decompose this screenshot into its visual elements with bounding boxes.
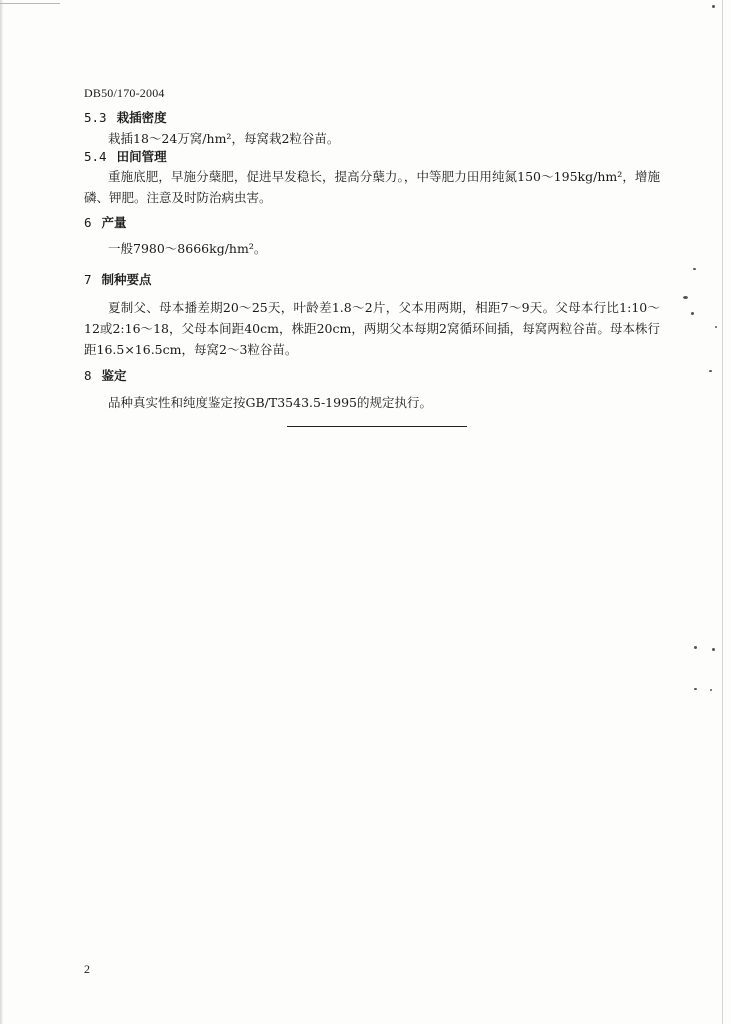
section-number: 5.3 (84, 110, 107, 125)
section-title: 鉴定 (101, 368, 127, 383)
scan-edge-right (722, 0, 723, 1024)
scan-speck (693, 268, 696, 270)
scan-speck (710, 689, 712, 691)
scan-speck (712, 5, 715, 8)
section-paragraph-8: 品种真实性和纯度鉴定按GB/T3543.5-1995的规定执行。 (108, 395, 432, 410)
scan-edge-left (0, 0, 3, 1024)
scan-speck (709, 370, 712, 372)
section-number: 8 (84, 368, 92, 383)
end-of-standard-rule (287, 426, 467, 427)
section-title: 田间管理 (116, 149, 167, 164)
section-heading-6 (84, 213, 127, 233)
scan-speck (712, 648, 715, 651)
scan-speck (694, 646, 697, 649)
section-paragraph-6: 一般7980～8666kg/hm²。 (108, 241, 267, 256)
scan-speck (715, 326, 717, 328)
page-number: 2 (84, 962, 90, 976)
section-heading-8 (84, 366, 127, 386)
standard-number: DB50/170-2004 (84, 86, 165, 100)
section-heading-7 (84, 270, 152, 290)
section-number: 5.4 (84, 149, 107, 164)
section-paragraph-5-4: 重施底肥，早施分蘖肥，促进早发稳长，提高分蘖力。，中等肥力田用纯氮150～195kg/hm²，增施磷、钾肥。注意及时防治病虫害。 (84, 169, 660, 205)
section-title: 栽插密度 (116, 110, 167, 125)
scan-corner-mark (0, 3, 60, 4)
section-number: 7 (84, 272, 92, 287)
section-heading-5-4 (84, 147, 167, 167)
section-number: 6 (84, 215, 92, 230)
section-title: 产量 (101, 215, 127, 230)
section-title: 制种要点 (101, 272, 152, 287)
section-paragraph-7: 夏制父、母本播差期20～25天，叶龄差1.8～2片，父本用两期，相距7～9天。父母本行比1:10～12或2:16～18，父母本间距40cm，株距20cm，两期父本每期2窝循环间插，每窝两粒谷苗。母本株行距16.5×16.5cm，每窝2～3粒谷苗。 (84, 300, 660, 357)
section-heading-5-3 (84, 108, 167, 128)
section-paragraph-5-3: 栽插18～24万窝/hm²，每窝栽2粒谷苗。 (108, 131, 340, 146)
scan-speck (694, 688, 697, 690)
scan-speck (683, 296, 688, 299)
scan-speck (691, 312, 694, 315)
